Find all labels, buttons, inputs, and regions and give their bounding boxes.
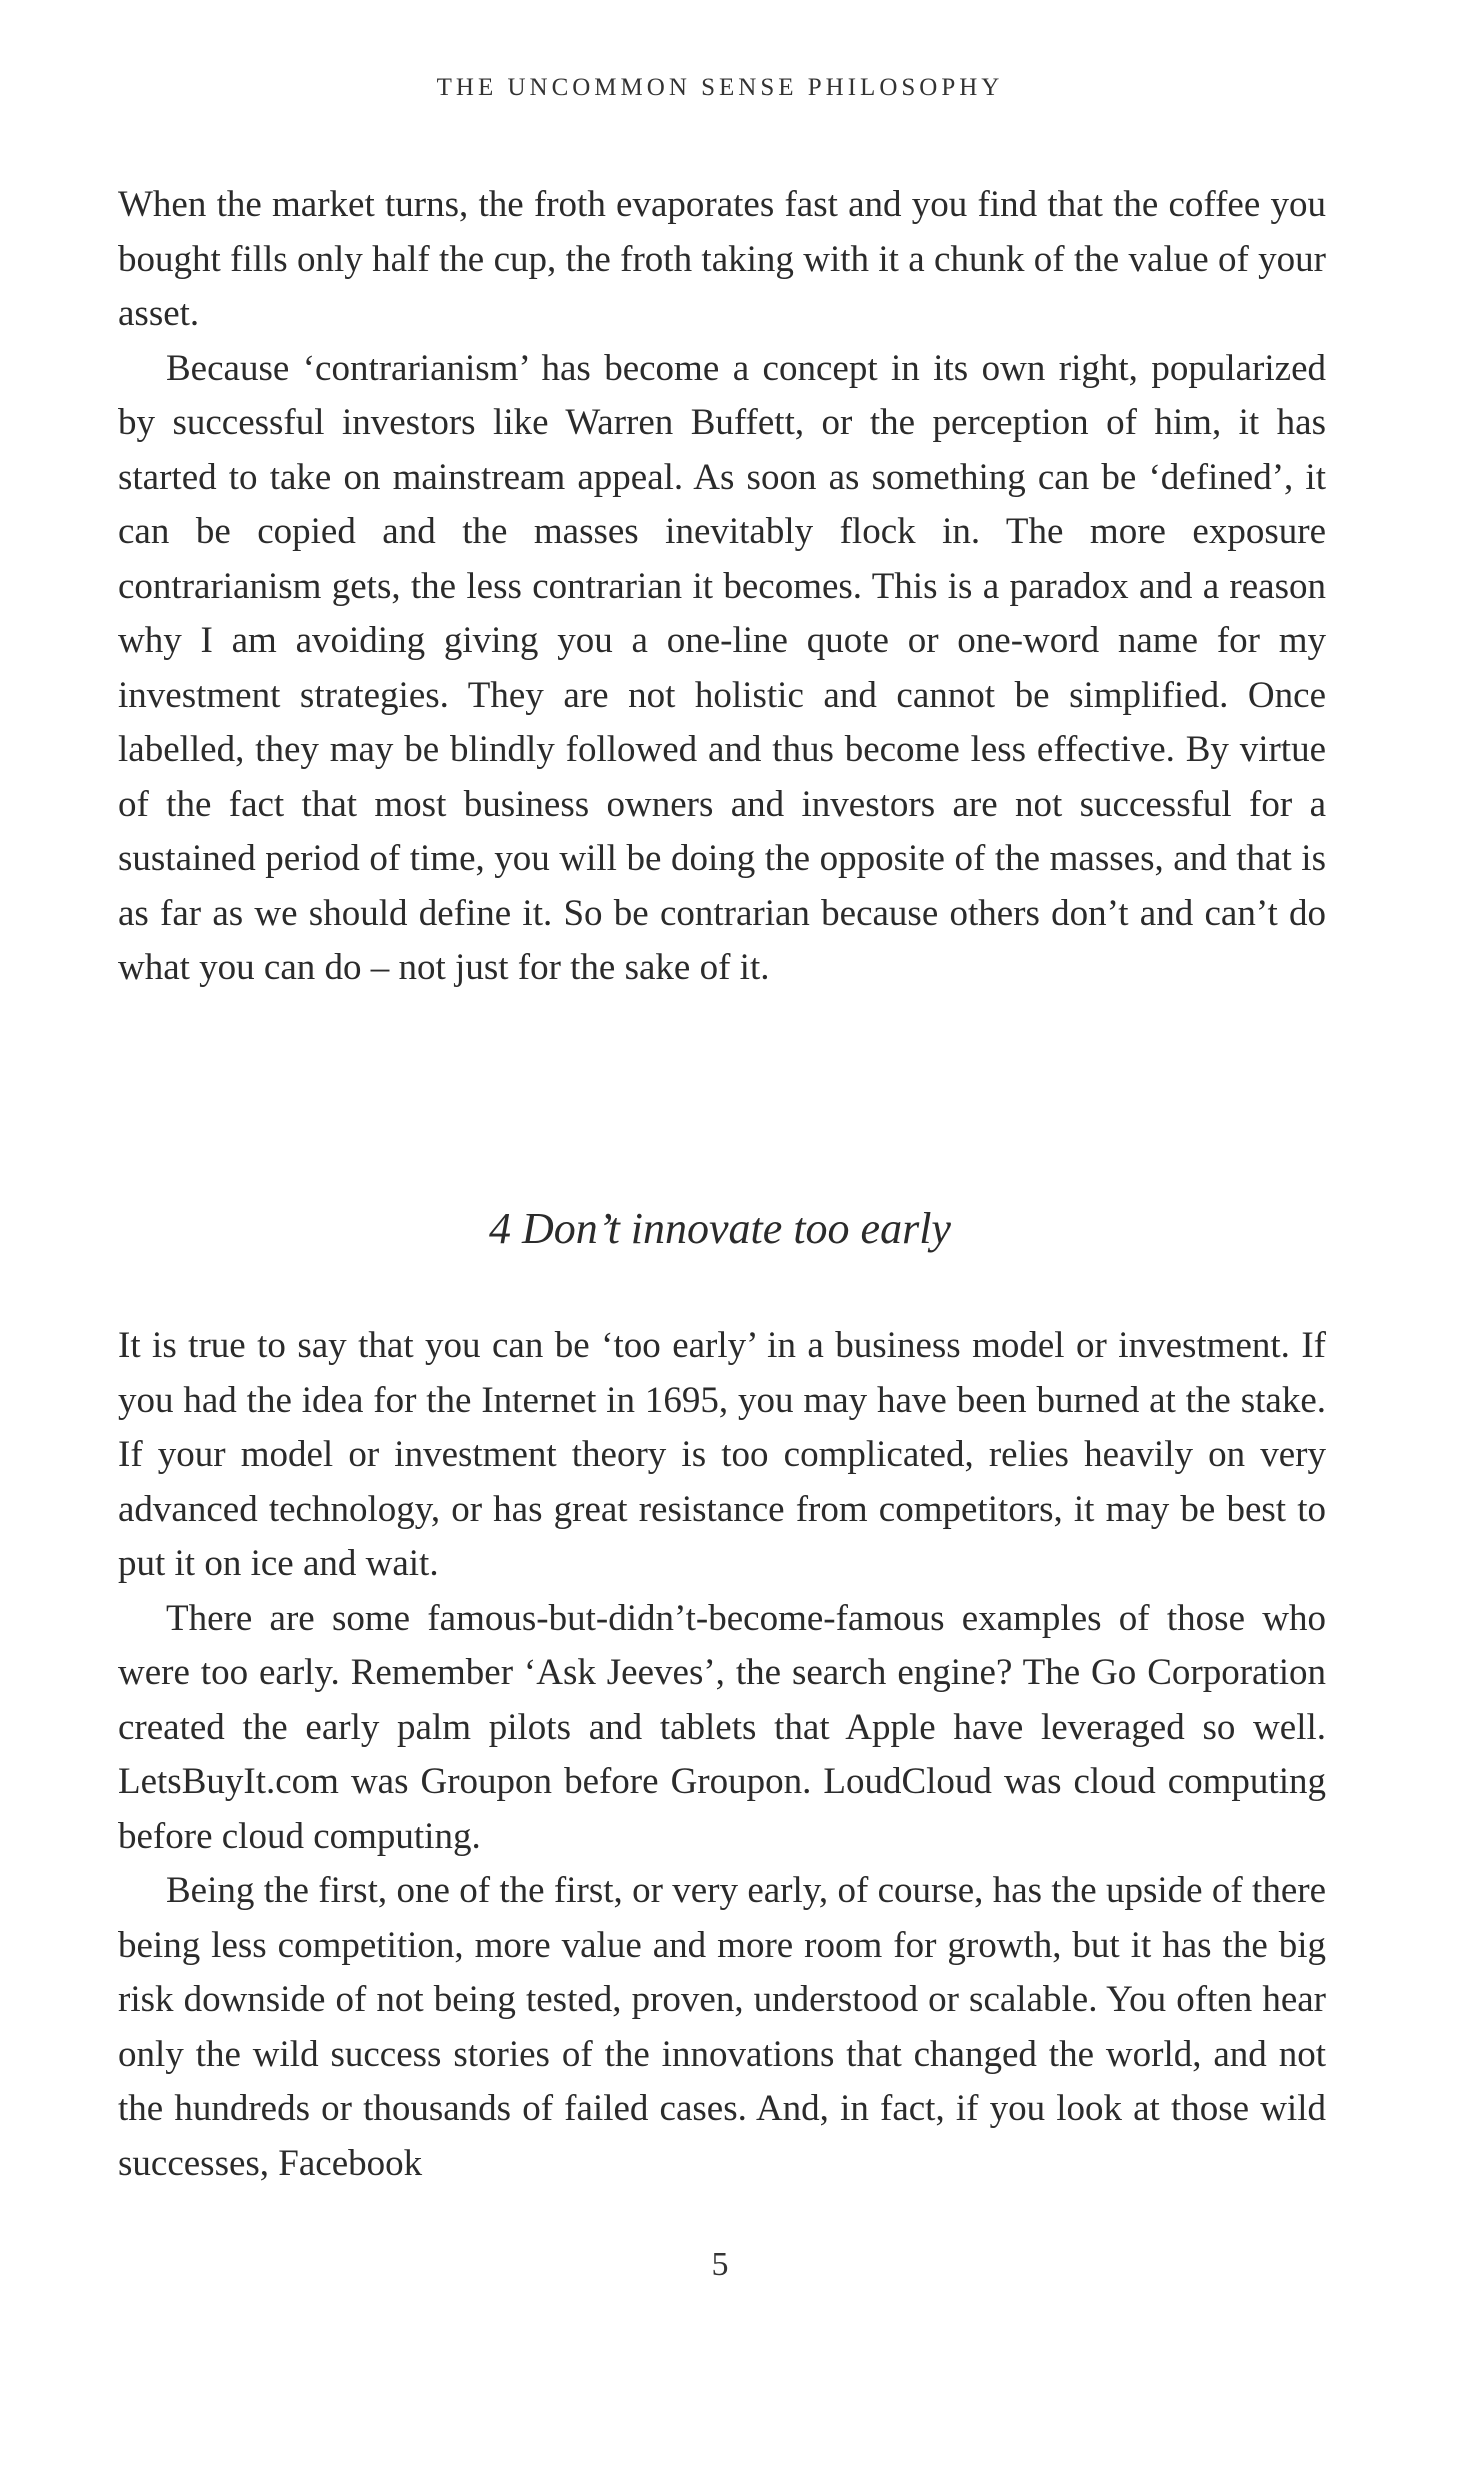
- section-heading: 4 Don’t innovate too early: [489, 1204, 951, 1253]
- paragraph: There are some famous-but-didn’t-become-famous examples of those who were too early. Remember ‘Ask Jeeves’, the search engine? The Go Corporation created the early palm pilots and tablets that Apple have leveraged so well. LetsBuyIt.com was Groupon before Groupon. LoudCloud was cloud computing before cloud computing.: [118, 1597, 1326, 1857]
- paragraph: Because ‘contrarianism’ has become a concept in its own right, popularized by successful investors like Warren Buffett, or the perception of him, it has started to take on mainstream appeal. As soon as something can be ‘defined’, it can be copied and the masses inevitably flock in. The more exposure contrarianism gets, the less contrarian it becomes. This is a paradox and a reason why I am avoiding giving you a one-line quote or one-word name for my investment strategies. They are not holistic and cannot be simplified. Once labelled, they may be blindly followed and thus become less effective. By virtue of the fact that most business owners and investors are not successful for a sustained period of time, you will be doing the opposite of the masses, and that is as far as we should define it. So be contrarian because others don’t and can’t do what you can do – not just for the sake of it.: [118, 347, 1326, 988]
- running-head: THE UNCOMMON SENSE PHILOSOPHY: [436, 74, 1004, 101]
- paragraph: It is true to say that you can be ‘too early’ in a business model or investment. If you had the idea for the Internet in 1695, you may have been burned at the stake. If your model or investment theory is too complicated, relies heavily on very advanced technology, or has great resistance from competitors, it may be best to put it on ice and wait.: [118, 1325, 1326, 1584]
- paragraph: When the market turns, the froth evaporates fast and you find that the coffee you bought fills only half the cup, the froth taking with it a chunk of the value of your asset.: [118, 184, 1326, 334]
- paragraph: Being the first, one of the first, or very early, of course, has the upside of there being less competition, more value and more room for growth, but it has the big risk downside of not being tested, proven, understood or scalable. You often hear only the wild success stories of the innovations that changed the world, and not the hundreds or thousands of failed cases. And, in fact, if you look at those wild successes, Facebook: [118, 1870, 1326, 2184]
- page-number: 5: [711, 2246, 729, 2283]
- text-block-before-heading: [118, 178, 1326, 996]
- text-block-after-heading: [118, 1319, 1326, 2191]
